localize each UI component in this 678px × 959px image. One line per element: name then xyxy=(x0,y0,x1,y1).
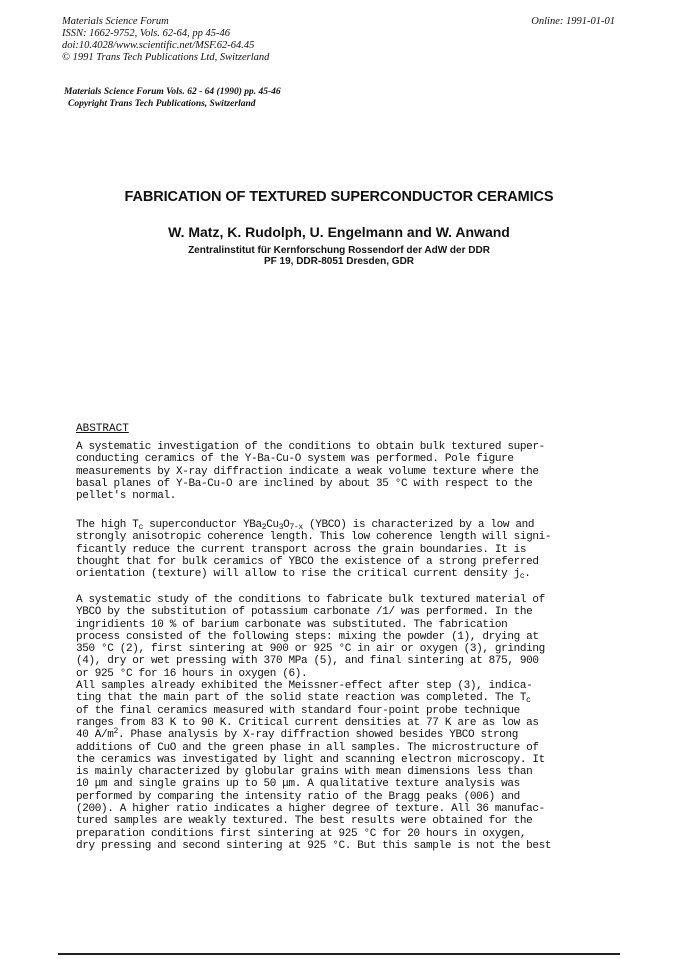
text-line: ingridients 10 % of barium carbonate was substituted. The fabrication xyxy=(76,618,508,631)
text-line: additions of CuO and the green phase in all samples. The microstructure of xyxy=(76,741,539,754)
text-run: (YBCO) is characterized by a low and xyxy=(302,519,535,531)
affiliation-address: PF 19, DDR-8051 Dresden, GDR xyxy=(263,256,415,267)
text-line: strongly anisotropic coherence length. This low coherence length will signi- xyxy=(76,531,552,544)
text-line: All samples already exhibited the Meissner-effect after step (3), indica- xyxy=(76,680,533,693)
paper-authors: W. Matz, K. Rudolph, U. Engelmann and W. Anwand xyxy=(168,224,510,240)
text-line: A systematic study of the conditions to fabricate bulk textured material of xyxy=(76,594,545,606)
subscript: c xyxy=(526,696,531,706)
subscript: 7-x xyxy=(289,523,303,532)
text-line: or 925 °C for 16 hours in oxygen (6). xyxy=(76,667,308,680)
text-run: O xyxy=(283,519,290,531)
text-line xyxy=(76,729,606,741)
journal-doi: doi:10.4028/www.scientific.net/MSF.62-64.45 xyxy=(62,40,255,51)
superscript: 2 xyxy=(113,727,118,737)
journal-copyright: © 1991 Trans Tech Publications Ltd, Switzerland xyxy=(62,52,270,63)
scan-header-volume: Materials Science Forum Vols. 62 - 64 (1990) pp. 45-46 xyxy=(64,87,281,97)
text-line: the ceramics was investigated by light and scanning electron microscopy. It xyxy=(76,753,545,766)
text-line: YBCO by the substitution of potassium carbonate /1/ was performed. In the xyxy=(76,606,533,619)
subscript: 3 xyxy=(278,523,284,532)
journal-name: Materials Science Forum xyxy=(62,16,169,27)
text-line: tured samples are weakly textured. The best results were obtained for the xyxy=(76,815,533,828)
text-line: is mainly characterized by globular grains with mean dimensions less than xyxy=(76,766,533,779)
journal-issn: ISSN: 1662-9752, Vols. 62-64, pp 45-46 xyxy=(62,28,230,39)
text-line: ranges from 83 K to 90 K. Critical current densities at 77 K are as low as xyxy=(76,716,539,729)
abstract-heading: ABSTRACT xyxy=(76,423,129,435)
text-line: measurements by X-ray diffraction indicate a weak volume texture where the xyxy=(76,465,539,478)
text-line: preparation conditions first sintering at 925 °C for 20 hours in oxygen, xyxy=(76,827,527,840)
abstract-paragraph-1 xyxy=(76,441,606,502)
text-line xyxy=(76,692,606,704)
text-line: A systematic investigation of the conditions to obtain bulk textured super- xyxy=(76,441,545,453)
text-line: basal planes of Y-Ba-Cu-O are inclined by about 35 °C with respect to the xyxy=(76,477,533,490)
text-line: pellet's normal. xyxy=(76,490,177,503)
text-line xyxy=(76,519,606,531)
text-run: orientation (texture) will allow to rise the critical current density j xyxy=(76,568,520,581)
page-bottom-rule xyxy=(58,953,620,955)
text-line: thought that for bulk ceramics of YBCO the existence of a strong preferred xyxy=(76,555,539,568)
subscript: c xyxy=(138,523,143,532)
scan-header-copyright: Copyright Trans Tech Publications, Switzerland xyxy=(68,99,256,109)
subscript: c xyxy=(519,572,525,582)
text-line: of the final ceramics measured with standard four-point probe technique xyxy=(76,704,520,717)
subscript: 2 xyxy=(261,523,267,532)
text-line: (4), dry or wet pressing with 370 MPa (5), and final sintering at 875, 900 xyxy=(76,655,539,668)
text-run: . Phase analysis by X-ray diffraction showed besides YBCO strong xyxy=(117,729,519,742)
text-line: (200). A higher ratio indicates a higher degree of texture. All 36 manufac- xyxy=(76,803,545,816)
text-line: dry pressing and second sintering at 925 °C. But this sample is not the best xyxy=(76,839,552,852)
text-run: ting that the main part of the solid state reaction was completed. The T xyxy=(76,692,527,705)
scan-header xyxy=(64,86,281,110)
paper-title: FABRICATION OF TEXTURED SUPERCONDUCTOR CERAMICS xyxy=(124,189,554,205)
text-line: 350 °C (2), first sintering at 900 or 925 °C in air or oxygen (3), grinding xyxy=(76,643,545,656)
text-line: process consisted of the following steps: mixing the powder (1), drying at xyxy=(76,630,539,643)
text-line: conducting ceramics of the Y-Ba-Cu-O system was performed. Pole figure xyxy=(76,453,514,466)
abstract-paragraph-2 xyxy=(76,519,606,580)
online-date: Online: 1991-01-01 xyxy=(531,16,615,27)
text-run: The high T xyxy=(76,519,139,531)
text-line xyxy=(76,568,606,580)
text-run: Cu xyxy=(266,519,279,531)
text-run: superconductor YBa xyxy=(142,519,262,531)
paper-affiliation xyxy=(0,245,678,267)
text-run: 40 A/m xyxy=(76,729,114,742)
text-line: ficantly reduce the current transport across the grain boundaries. It is xyxy=(76,543,527,556)
text-line: 10 μm and single grains up to 50 μm. A qualitative texture analysis was xyxy=(76,778,520,791)
journal-header xyxy=(62,16,269,64)
abstract-paragraph-3 xyxy=(76,594,606,852)
text-line: performed by comparing the intensity ratio of the Bragg peaks (006) and xyxy=(76,790,520,803)
affiliation-institute: Zentralinstitut für Kernforschung Rossendorf der AdW der DDR xyxy=(188,245,490,256)
text-run: . xyxy=(524,568,531,581)
